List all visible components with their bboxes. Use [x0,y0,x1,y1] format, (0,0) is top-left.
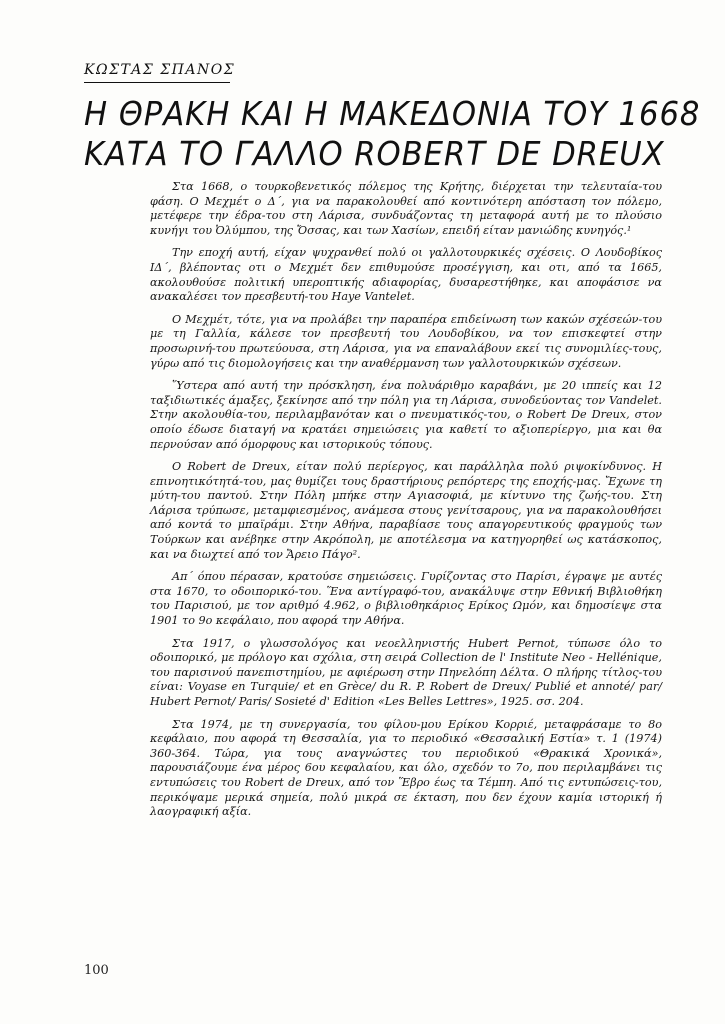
author-name: ΚΩΣΤΑΣ ΣΠΑΝΟΣ [84,62,236,78]
paragraph-8: Στα 1974, με τη συνεργασία, του φίλου-μου Ερίκου Κορριέ, μεταφράσαμε το 8ο κεφάλαιο, που αφορά τη Θεσσαλία, για το περιοδικό «Θεσσαλική Εστία» τ. 1 (1974) 360-364. Τώρα, για τους αναγνώστες του περιοδικού «Θρακικά Χρονικά», παρουσιάζουμε ένα μέρος 6ου κεφαλαίου, και όλο, σχεδόν το 7ο, που περιλαμβάνει τις εντυπώσεις του Robert de Dreux, από τον Ἕβρο έως τα Τέμπη. Από τις εντυπώσεις-του, περικόψαμε μερικά σημεία, πολύ μικρά σε έκταση, που δεν έχουν καμία ιστορική ή λαογραφική αξία. [150,717,662,819]
article-body [150,180,662,820]
paragraph-2: Την εποχή αυτή, είχαν ψυχρανθεί πολύ οι γαλλοτουρκικές σχέσεις. Ο Λουδοβίκος ΙΔ΄, βλέποντας οτι ο Μεχμέτ δεν επιθυμούσε προσέγγιση, και οτι, από τα 1665, ακολουθούσε πολιτική υπεροπτικής αδιαφορίας, δυσαρεστήθηκε, και αποφάσισε να ανακαλέσει τον πρεσβευτή-του Haye Vantelet. [150,246,662,304]
paragraph-5: Ο Robert de Dreux, είταν πολύ περίεργος, και παράλληλα πολύ ριψοκίνδυνος. Η επινοητικότητά-του, μας θυμίζει τους δραστήριους ρεπόρτερς της εποχής-μας. Ἔχωνε τη μύτη-του παντού. Στην Πόλη μπήκε στην Αγιασοφιά, με κίντυνο της ζωής-του. Στη Λάρισα τρύπωσε, μεταμφιεσμένος, ανάμεσα στους γενίτσαρους, για να παρακολουθήσει από κοντά το μπαϊράμι. Στην Αθήνα, παραβίασε τους απαγορευτικούς φραγμούς των Τούρκων και ανέβηκε στην Ακρόπολη, με αποτέλεσμα να κατηγορηθεί ως κατάσκοπος, και να διωχτεί από τον Ἄρειο Πάγο². [150,460,662,561]
paragraph-3: Ο Μεχμέτ, τότε, για να προλάβει την παραπέρα επιδείνωση των κακών σχέσεών-του με τη Γαλλία, κάλεσε τον πρεσβευτή του Λουδοβίκου, να τον επισκεφτεί στην προσωρινή-του πρωτεύουσα, στη Λάρισα, για να επαναλάβουν εκεί τις συνομιλίες-τους, γύρω από τις διομολογήσεις και την αναθέρμανση των γαλλοτουρκικών σχέσεων. [150,312,662,370]
paragraph-4: Ὕστερα από αυτή την πρόσκληση, ένα πολυάριθμο καραβάνι, με 20 ιππείς και 12 ταξιδιωτικές άμαξες, ξεκίνησε από την πόλη για τη Λάρισα, συνοδεύοντας τον Vandelet. Στην ακολουθία-του, περιλαμβανόταν και ο πνευματικός-του, ο Robert De Dreux, στον οποίο έδωσε διαταγή να κρατάει σημειώσεις για καθετί το αξιοπερίεργο, μια και θα περνούσαν από όμορφους και ιστορικούς τόπους. [150,379,662,451]
paragraph-7: Στα 1917, ο γλωσσολόγος και νεοελληνιστής Hubert Pernot, τύπωσε όλο το οδοιπορικό, με πρόλογο και σχόλια, στη σειρά Collection de l' Institute Neo - Hellénique, του παρισινού πανεπιστημίου, με αφιέρωση στην Πηνελόπη Δέλτα. Ο πλήρης τίτλος-του είναι: Voyase en Turquie/ et en Grèce/ du R. P. Robert de Dreux/ Publié et annoté/ par/ Hubert Pernot/ Paris/ Sosieté d' Edition «Les Belles Lettres», 1925. σσ. 204. [150,636,662,708]
article-title [84,94,701,174]
paragraph-1: Στα 1668, ο τουρκοβενετικός πόλεμος της Κρήτης, διέρχεται την τελευταία-του φάση. Ο Μεχμέτ ο Δ΄, για να παρακολουθεί από κοντινότερη απόσταση τον πόλεμο, μετέφερε την έδρα-του στη Λάρισα, συνδυάζοντας τη μεταφορά αυτή με το πλούσιο κυνήγι του Ὀλύμπου, της Ὄσσας, και των Χασίων, επειδή είταν μανιώδης κυνηγός.¹ [150,180,662,237]
title-line-1: Η ΘΡΑΚΗ ΚΑΙ Η ΜΑΚΕΔΟΝΙΑ ΤΟΥ 1668 [84,94,701,133]
page-number: 100 [84,963,109,978]
author-underline [84,82,230,83]
paragraph-6: Απ΄ όπου πέρασαν, κρατούσε σημειώσεις. Γυρίζοντας στο Παρίσι, έγραψε με αυτές στα 1670, το οδοιπορικό-του. Ἕνα αντίγραφό-του, ανακάλυψε στην Εθνική Βιβλιοθήκη του Παρισιού, με τον αριθμό 4.962, ο βιβλιοθηκάριος Ερίκος Ωμόν, και δημοσίεψε στα 1901 το 9ο κεφάλαιο, που αφορά την Αθήνα. [150,570,662,628]
title-line-2: ΚΑΤΑ ΤΟ ΓΑΛΛΟ ROBERT DE DREUX [84,134,665,173]
